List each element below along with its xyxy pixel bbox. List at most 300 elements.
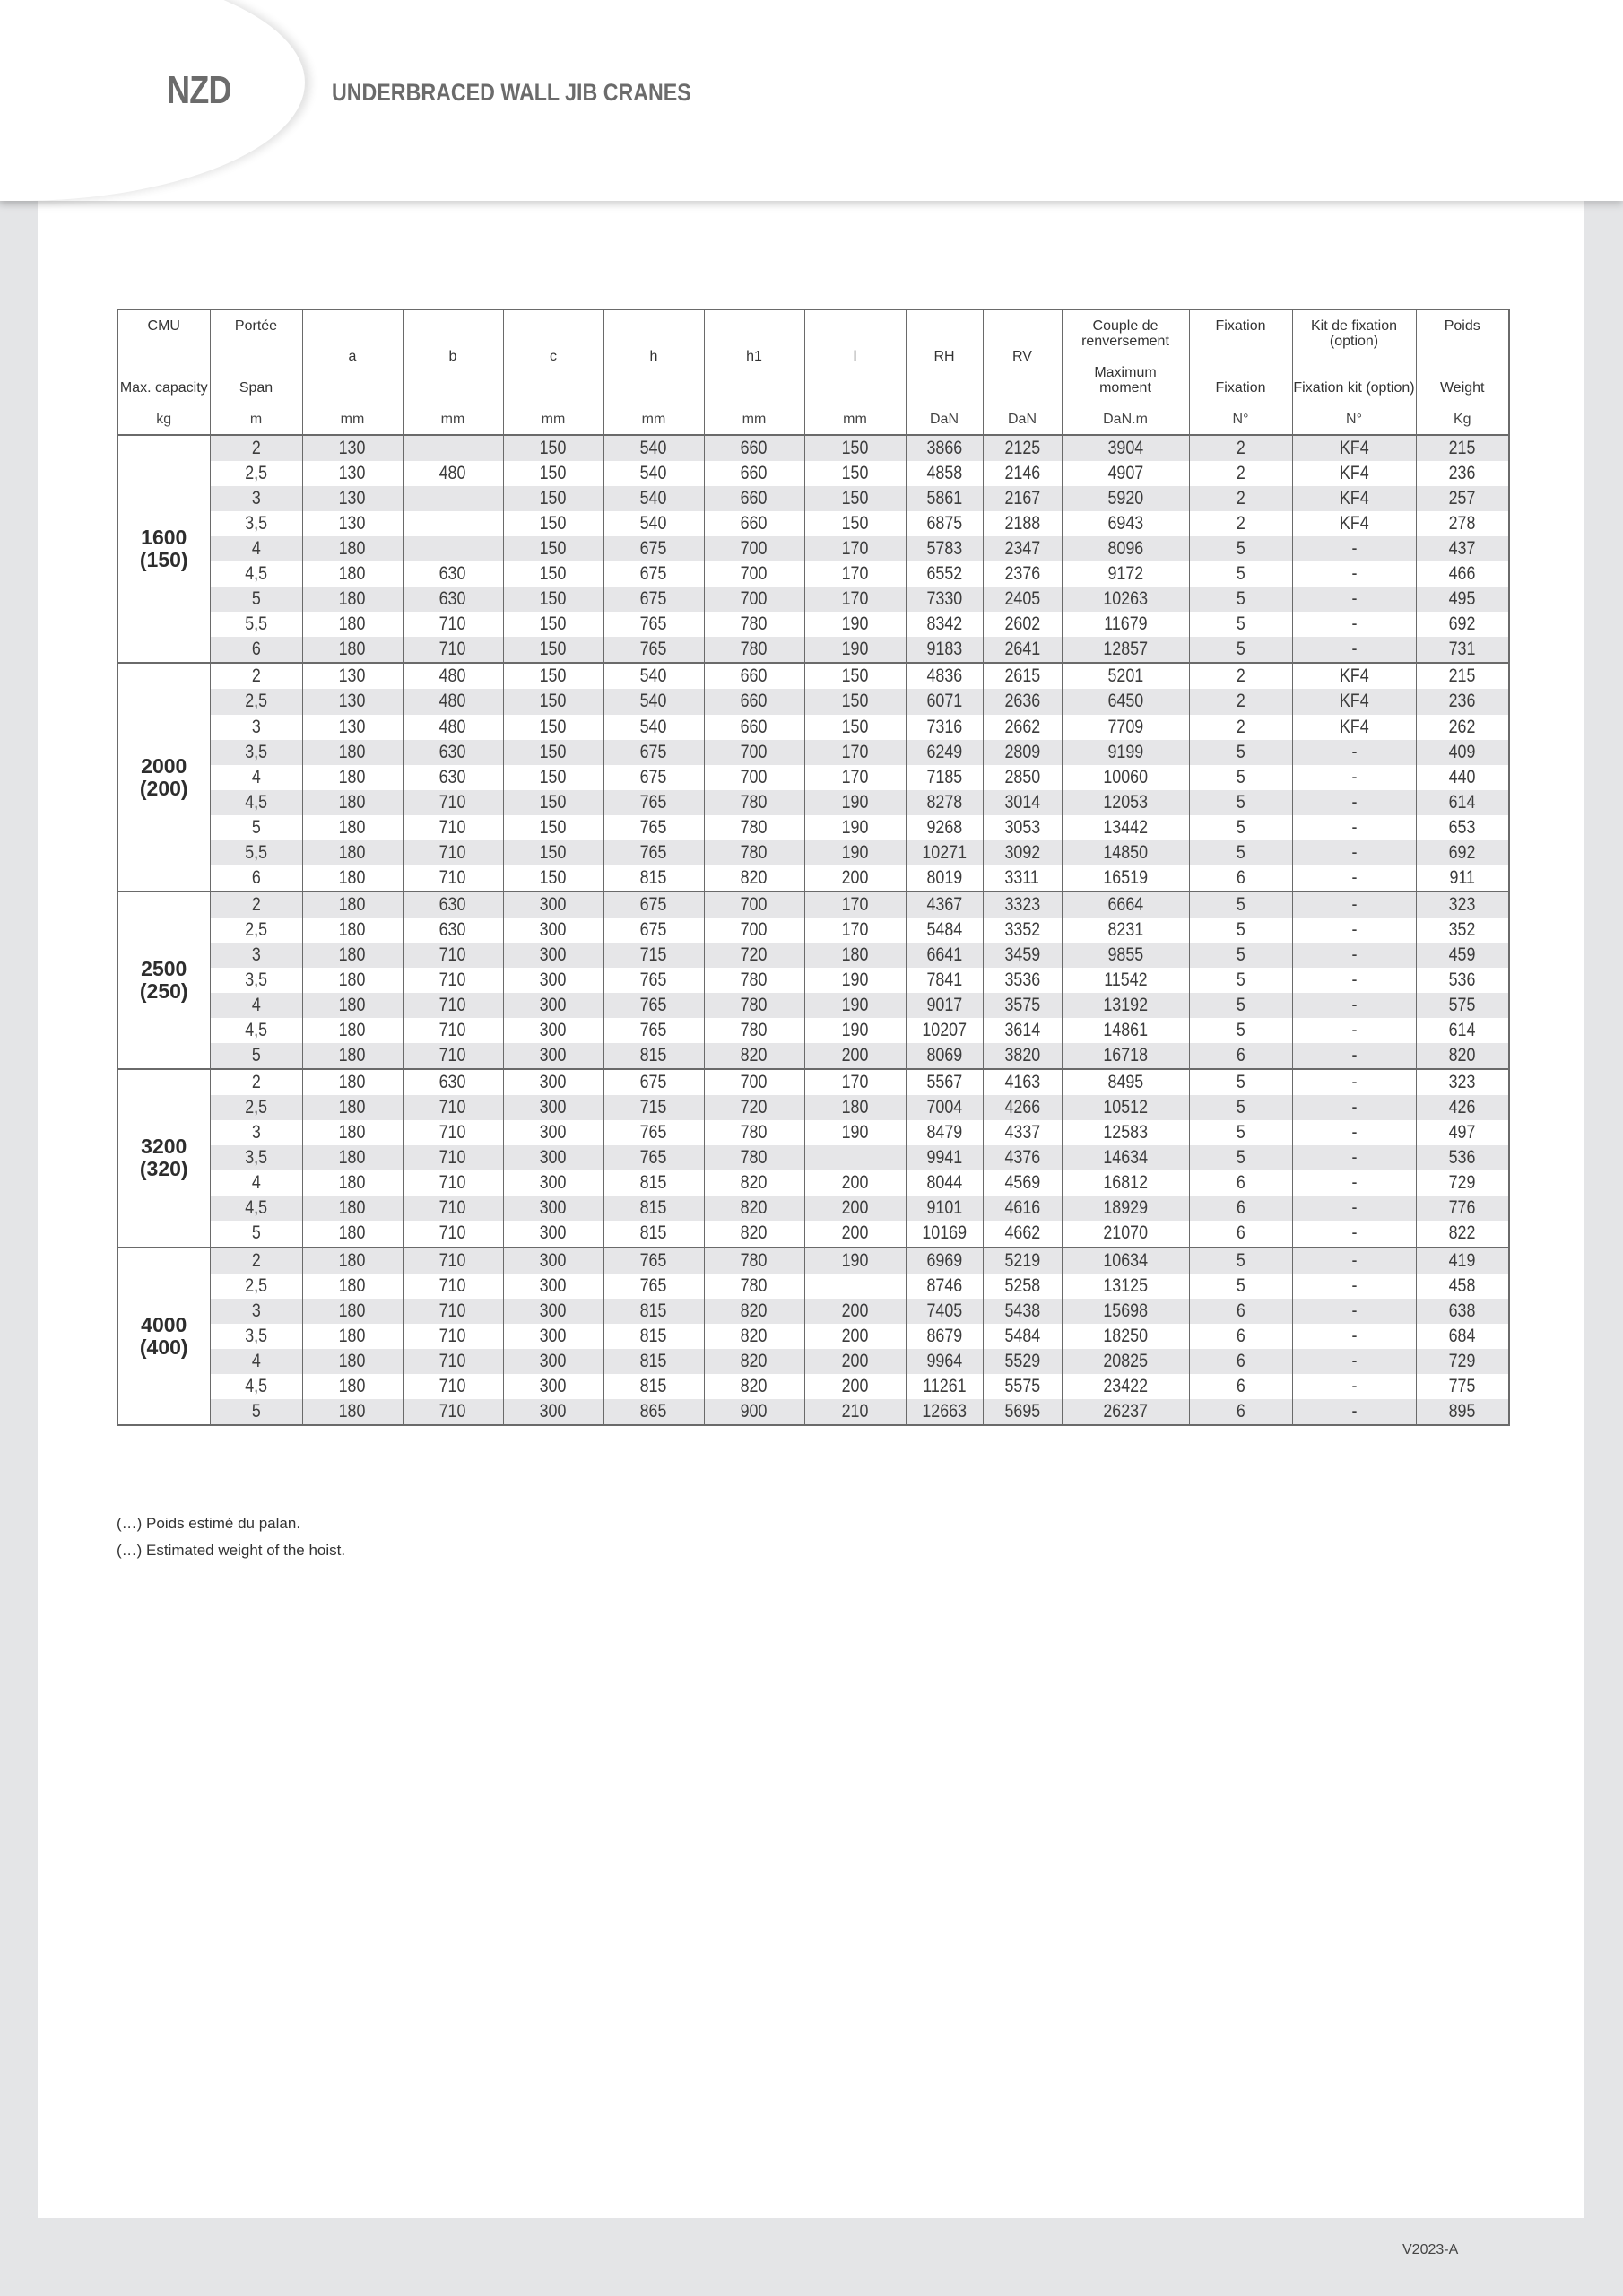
table-cell: [1062, 561, 1189, 587]
column-label: a: [348, 349, 357, 364]
table-cell: [906, 993, 983, 1018]
table-cell: [1416, 943, 1509, 968]
cell-value: 150: [841, 665, 869, 687]
table-cell: [302, 1399, 403, 1425]
cell-value: 3,5: [245, 741, 267, 762]
table-cell: [403, 486, 503, 511]
table-cell: [603, 461, 704, 486]
cell-value: 700: [741, 893, 768, 915]
column-label-en: Weight: [1439, 380, 1485, 396]
cell-value: 5: [1236, 639, 1245, 660]
column-label: h1: [746, 349, 762, 364]
table-cell: [704, 561, 804, 587]
table-cell: [983, 1170, 1062, 1196]
table-cell: [1416, 435, 1509, 461]
table-row: [117, 637, 1509, 663]
cell-value: 820: [741, 1172, 768, 1194]
table-cell: [210, 1069, 302, 1095]
cell-value: 675: [640, 588, 667, 610]
table-cell: [804, 943, 906, 968]
table-cell: [210, 461, 302, 486]
cell-value: 300: [540, 1400, 567, 1422]
cell-value: -: [1351, 741, 1357, 762]
cell-value: 710: [439, 1172, 466, 1194]
cell-value: 480: [439, 665, 466, 687]
table-cell: [302, 587, 403, 612]
table-row: [117, 461, 1509, 486]
column-header: [1189, 309, 1292, 404]
column-label: l: [853, 349, 857, 364]
table-cell: [1416, 918, 1509, 943]
cell-value: 5201: [1107, 665, 1143, 687]
table-cell: [210, 561, 302, 587]
table-cell: [210, 715, 302, 740]
cell-value: 710: [439, 1222, 466, 1244]
table-cell: [210, 637, 302, 663]
table-cell: [1062, 663, 1189, 689]
cell-value: 150: [540, 588, 567, 610]
column-label-en: Span: [239, 380, 273, 396]
table-cell: [804, 1374, 906, 1399]
cell-value: 6450: [1107, 691, 1143, 712]
cell-value: 536: [1448, 1147, 1476, 1169]
table-cell: [503, 865, 603, 891]
cell-value: 150: [841, 716, 869, 737]
table-cell: [302, 612, 403, 637]
table-cell: [403, 840, 503, 865]
table-cell: [403, 612, 503, 637]
cell-value: 10263: [1103, 588, 1148, 610]
cell-value: 638: [1448, 1300, 1476, 1321]
table-cell: [1062, 1221, 1189, 1247]
table-cell: [906, 790, 983, 815]
table-cell: [302, 511, 403, 536]
cell-value: 710: [439, 1400, 466, 1422]
table-cell: [906, 511, 983, 536]
table-cell: [302, 918, 403, 943]
table-cell: [1189, 536, 1292, 561]
cell-value: 2,5: [245, 1274, 267, 1296]
table-cell: [603, 1120, 704, 1145]
table-cell: [906, 943, 983, 968]
table-row: [117, 612, 1509, 637]
hoist-weight-value: (150): [139, 548, 188, 572]
cell-value: 150: [540, 438, 567, 459]
table-cell: [906, 1299, 983, 1324]
table-cell: [983, 1324, 1062, 1349]
table-cell: [906, 1274, 983, 1299]
table-cell: [1416, 511, 1509, 536]
table-cell: [302, 943, 403, 968]
cell-value: 5219: [1004, 1249, 1040, 1271]
cell-value: 323: [1448, 893, 1476, 915]
table-cell: [1189, 1248, 1292, 1274]
cell-value: 180: [841, 1097, 869, 1118]
cell-value: 15698: [1103, 1300, 1148, 1321]
table-row: [117, 891, 1509, 918]
table-cell: [403, 765, 503, 790]
table-cell: [983, 435, 1062, 461]
cell-value: 820: [741, 866, 768, 888]
table-cell: [1062, 840, 1189, 865]
table-cell: [503, 1069, 603, 1095]
table-cell: [403, 1221, 503, 1247]
cell-value: 540: [640, 438, 667, 459]
cell-value: 3,5: [245, 1325, 267, 1346]
cell-value: 150: [540, 563, 567, 585]
cell-value: 2: [1236, 691, 1245, 712]
cell-value: 692: [1448, 613, 1476, 635]
cell-value: 150: [540, 816, 567, 838]
table-cell: [1189, 943, 1292, 968]
table-cell: [1062, 765, 1189, 790]
table-cell: [1062, 865, 1189, 891]
cell-value: -: [1351, 1045, 1357, 1066]
cell-value: -: [1351, 1249, 1357, 1271]
cell-value: 9964: [926, 1350, 962, 1371]
column-label-fr: CMU: [147, 318, 180, 334]
table-cell: [503, 689, 603, 714]
table-cell: [302, 765, 403, 790]
cell-value: 180: [339, 1350, 366, 1371]
table-cell: [1189, 561, 1292, 587]
table-cell: [906, 1324, 983, 1349]
table-cell: [804, 790, 906, 815]
table-cell: [1062, 486, 1189, 511]
cell-value: 3,5: [245, 970, 267, 990]
table-cell: [906, 840, 983, 865]
table-cell: [1062, 1399, 1189, 1425]
table-cell: [804, 561, 906, 587]
table-cell: [1189, 1349, 1292, 1374]
table-cell: [1062, 637, 1189, 663]
table-cell: [983, 993, 1062, 1018]
table-cell: [704, 1324, 804, 1349]
column-header: [1062, 309, 1189, 404]
table-row: [117, 1095, 1509, 1120]
cell-value: 710: [439, 1300, 466, 1321]
cell-value: 10512: [1103, 1097, 1148, 1118]
cell-value: 6: [1236, 1350, 1245, 1371]
cell-value: 300: [540, 1375, 567, 1396]
table-cell: [1416, 1349, 1509, 1374]
cell-value: 2615: [1004, 665, 1040, 687]
cell-value: 731: [1448, 639, 1476, 660]
table-cell: [983, 1069, 1062, 1095]
table-row: [117, 993, 1509, 1018]
table-cell: [603, 968, 704, 993]
table-cell: [1416, 461, 1509, 486]
cell-value: 775: [1448, 1375, 1476, 1396]
cell-value: 675: [640, 538, 667, 560]
table-cell: [1062, 1095, 1189, 1120]
table-cell: [302, 1299, 403, 1324]
table-row: [117, 1374, 1509, 1399]
cell-value: 780: [741, 995, 768, 1016]
table-row: [117, 918, 1509, 943]
table-cell: [503, 1324, 603, 1349]
table-cell: [210, 918, 302, 943]
cell-value: 300: [540, 995, 567, 1016]
cell-value: 10060: [1103, 766, 1148, 787]
cell-value: 6: [1236, 866, 1245, 888]
table-cell: [704, 486, 804, 511]
cell-value: 820: [741, 1350, 768, 1371]
cell-value: 540: [640, 691, 667, 712]
cell-value: 765: [640, 791, 667, 813]
table-cell: [603, 815, 704, 840]
table-cell: [704, 891, 804, 918]
table-cell: [1062, 461, 1189, 486]
table-cell: [1416, 1248, 1509, 1274]
table-cell: [503, 612, 603, 637]
table-cell: [1416, 968, 1509, 993]
cell-value: KF4: [1339, 513, 1369, 535]
table-cell: [1292, 637, 1416, 663]
table-cell: [704, 815, 804, 840]
cell-value: 2: [1236, 665, 1245, 687]
cell-value: 5258: [1004, 1274, 1040, 1296]
table-cell: [302, 740, 403, 765]
table-cell: [804, 865, 906, 891]
table-cell: [1189, 1145, 1292, 1170]
cell-value: 12857: [1103, 639, 1148, 660]
cell-value: 210: [841, 1400, 869, 1422]
table-row: [117, 840, 1509, 865]
cell-value: 815: [640, 1350, 667, 1371]
cell-value: 200: [841, 1197, 869, 1219]
table-cell: [1189, 1299, 1292, 1324]
cell-value: 700: [741, 588, 768, 610]
footnote-en: (…) Estimated weight of the hoist.: [117, 1542, 346, 1559]
cell-value: 2809: [1004, 741, 1040, 762]
cell-value: 200: [841, 1172, 869, 1194]
cell-value: -: [1351, 970, 1357, 990]
table-cell: [1189, 637, 1292, 663]
cell-value: 660: [741, 438, 768, 459]
cell-value: 3575: [1004, 995, 1040, 1016]
table-cell: [906, 561, 983, 587]
cell-value: 3014: [1004, 791, 1040, 813]
cell-value: 5: [251, 1222, 261, 1244]
cell-value: 190: [841, 970, 869, 990]
table-cell: [1416, 1324, 1509, 1349]
cell-value: 4367: [926, 893, 962, 915]
table-cell: [603, 765, 704, 790]
table-cell: [302, 1374, 403, 1399]
cell-value: 710: [439, 841, 466, 863]
cell-value: 190: [841, 816, 869, 838]
cell-value: KF4: [1339, 488, 1369, 509]
cell-value: 575: [1448, 995, 1476, 1016]
table-cell: [503, 1299, 603, 1324]
table-cell: [603, 1221, 704, 1247]
table-cell: [403, 1196, 503, 1221]
table-cell: [1062, 993, 1189, 1018]
cell-value: 300: [540, 918, 567, 940]
table-cell: [1416, 815, 1509, 840]
cell-value: 5529: [1004, 1350, 1040, 1371]
unit-label: Kg: [1416, 404, 1509, 436]
table-cell: [210, 1274, 302, 1299]
cell-value: 2,5: [245, 1097, 267, 1118]
cell-value: 715: [640, 1097, 667, 1118]
cell-value: 2188: [1004, 513, 1040, 535]
table-cell: [1189, 461, 1292, 486]
table-cell: [1416, 1299, 1509, 1324]
table-cell: [1416, 1170, 1509, 1196]
table-cell: [983, 461, 1062, 486]
table-cell: [704, 865, 804, 891]
table-row: [117, 765, 1509, 790]
table-cell: [804, 1349, 906, 1374]
table-cell: [1062, 612, 1189, 637]
table-cell: [210, 815, 302, 840]
cell-value: 5,5: [245, 841, 267, 863]
table-cell: [503, 1095, 603, 1120]
cell-value: 660: [741, 513, 768, 535]
table-cell: [983, 815, 1062, 840]
table-cell: [804, 1299, 906, 1324]
table-cell: [210, 993, 302, 1018]
table-cell: [302, 790, 403, 815]
table-cell: [906, 637, 983, 663]
capacity-cell: [117, 1248, 210, 1425]
table-cell: [983, 1120, 1062, 1145]
cell-value: 2: [251, 1072, 261, 1093]
table-cell: [403, 536, 503, 561]
cell-value: 2376: [1004, 563, 1040, 585]
cell-value: 180: [339, 1274, 366, 1296]
table-cell: [302, 1170, 403, 1196]
cell-value: 190: [841, 613, 869, 635]
table-cell: [804, 612, 906, 637]
cell-value: 9855: [1107, 944, 1143, 965]
table-cell: [403, 1120, 503, 1145]
cell-value: 3: [251, 944, 261, 965]
table-cell: [906, 1069, 983, 1095]
cell-value: 630: [439, 766, 466, 787]
cell-value: 5: [1236, 893, 1245, 915]
cell-value: 710: [439, 1375, 466, 1396]
cell-value: 9183: [926, 639, 962, 660]
cell-value: 3: [251, 1122, 261, 1144]
table-cell: [503, 1145, 603, 1170]
table-cell: [403, 918, 503, 943]
table-row: [117, 1043, 1509, 1069]
cell-value: KF4: [1339, 691, 1369, 712]
table-cell: [210, 587, 302, 612]
cell-value: 180: [339, 1197, 366, 1219]
table-cell: [1292, 1196, 1416, 1221]
table-cell: [704, 993, 804, 1018]
table-cell: [403, 1069, 503, 1095]
table-cell: [704, 1043, 804, 1069]
table-cell: [1416, 612, 1509, 637]
table-cell: [906, 740, 983, 765]
column-header: [603, 309, 704, 404]
cell-value: 710: [439, 1249, 466, 1271]
cell-value: 780: [741, 791, 768, 813]
table-cell: [603, 1274, 704, 1299]
cell-value: 660: [741, 488, 768, 509]
cell-value: -: [1351, 995, 1357, 1016]
cell-value: 540: [640, 513, 667, 535]
cell-value: 3: [251, 716, 261, 737]
cell-value: -: [1351, 1325, 1357, 1346]
cell-value: 9941: [926, 1147, 962, 1169]
cell-value: 540: [640, 463, 667, 484]
cell-value: 16812: [1103, 1172, 1148, 1194]
table-cell: [1189, 1120, 1292, 1145]
cell-value: KF4: [1339, 438, 1369, 459]
table-cell: [503, 461, 603, 486]
cell-value: 4266: [1004, 1097, 1040, 1118]
capacity-cell: [117, 1069, 210, 1247]
table-cell: [983, 663, 1062, 689]
cell-value: 720: [741, 1097, 768, 1118]
column-header: [1292, 309, 1416, 404]
cell-value: 820: [741, 1375, 768, 1396]
table-cell: [603, 536, 704, 561]
table-row: [117, 663, 1509, 689]
header-row: [117, 309, 1509, 404]
table-cell: [983, 715, 1062, 740]
cell-value: 180: [339, 1020, 366, 1041]
cell-value: 5484: [926, 918, 962, 940]
cell-value: 765: [640, 1020, 667, 1041]
cell-value: 5567: [926, 1072, 962, 1093]
cell-value: -: [1351, 944, 1357, 965]
table-cell: [983, 612, 1062, 637]
table-cell: [403, 1274, 503, 1299]
cell-value: 180: [339, 893, 366, 915]
capacity-value: 2500: [141, 957, 187, 980]
table-cell: [804, 663, 906, 689]
table-cell: [403, 790, 503, 815]
cell-value: 180: [339, 613, 366, 635]
cell-value: 200: [841, 1222, 869, 1244]
table-cell: [906, 918, 983, 943]
cell-value: 180: [339, 841, 366, 863]
cell-value: 3820: [1004, 1045, 1040, 1066]
cell-value: 13192: [1103, 995, 1148, 1016]
cell-value: 6641: [926, 944, 962, 965]
table-cell: [503, 1196, 603, 1221]
cell-value: 6071: [926, 691, 962, 712]
cell-value: 780: [741, 1249, 768, 1271]
cell-value: 4: [251, 766, 261, 787]
cell-value: 692: [1448, 841, 1476, 863]
table-cell: [1416, 486, 1509, 511]
table-cell: [1416, 715, 1509, 740]
capacity-value: 1600: [141, 526, 187, 550]
unit-label: DaN.m: [1062, 404, 1189, 436]
cell-value: 765: [640, 995, 667, 1016]
cell-value: 300: [540, 944, 567, 965]
cell-value: 815: [640, 1375, 667, 1396]
cell-value: 5: [1236, 741, 1245, 762]
cell-value: 2662: [1004, 716, 1040, 737]
table-cell: [1292, 435, 1416, 461]
cell-value: 466: [1448, 563, 1476, 585]
table-cell: [983, 1274, 1062, 1299]
table-cell: [1062, 815, 1189, 840]
table-row: [117, 1248, 1509, 1274]
table-cell: [906, 1095, 983, 1120]
table-cell: [704, 637, 804, 663]
table-row: [117, 865, 1509, 891]
